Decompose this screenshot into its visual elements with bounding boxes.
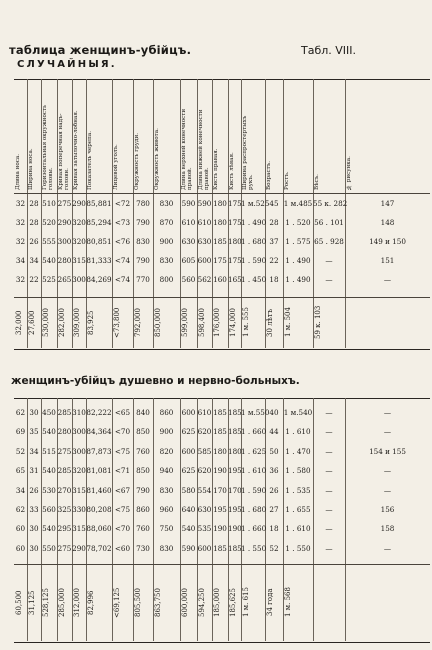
table-cell: 37 — [269, 237, 279, 246]
total-cell: 176,000 — [213, 308, 221, 337]
table-cell: 520 — [42, 218, 56, 227]
column-header: Длина верхней конечности правой. — [181, 108, 194, 190]
table-cell: <75 — [114, 505, 131, 514]
table-cell: 590 — [197, 199, 212, 208]
table-cell: 185 — [228, 408, 242, 417]
table-cell: 180 — [213, 199, 227, 208]
table-cell: 760 — [136, 524, 150, 534]
table-cell: 28 — [29, 218, 39, 227]
table-cell: 18 — [269, 524, 279, 534]
table-cell: — — [325, 543, 333, 553]
table-cell: 175 — [213, 256, 227, 265]
table-cell: 160 — [213, 275, 227, 284]
table-cell: 290 — [57, 218, 72, 227]
table-cell: 40 — [269, 408, 279, 417]
table-cell: 620 — [197, 427, 212, 437]
table-cell: 780 — [136, 199, 150, 208]
column-header: Ширина распростертыхъ рукъ. — [242, 115, 255, 190]
table-cell: 175 — [228, 218, 242, 227]
table-cell: 940 — [159, 466, 174, 476]
table-cell: 770 — [136, 275, 150, 284]
table-cell: 1 . 610 — [285, 427, 311, 437]
table-cell: 65 . 928 — [314, 237, 344, 246]
table-cell: 26 — [269, 485, 279, 495]
table-cell: 69 — [15, 427, 26, 437]
table-cell: <75 — [114, 446, 131, 456]
table-cell: 50 — [269, 446, 279, 456]
table-cell: 1 . 660 — [241, 427, 267, 437]
table-cell: 1 . 610 — [241, 466, 267, 476]
table-cell: 80,208 — [86, 505, 112, 514]
table-cell: 52 — [15, 446, 26, 456]
table-cell: 1 м.525 — [241, 199, 270, 208]
table-cell: 800 — [159, 275, 174, 284]
table-cell: 540 — [42, 466, 56, 476]
table-cell: 22 — [29, 275, 39, 284]
table-cell: 158 — [380, 524, 395, 534]
table-cell: 34 — [29, 446, 39, 456]
table-cell: 315 — [72, 256, 86, 265]
table-cell: 60 — [15, 524, 26, 534]
table-cell: 1 . 535 — [285, 485, 311, 495]
table-cell: 1 м.485 — [283, 199, 313, 208]
table-cell: 310 — [72, 408, 86, 417]
table-cell: 32 — [15, 275, 26, 284]
total-cell: 31,125 — [28, 590, 36, 615]
table-cell: 62 — [15, 408, 26, 417]
table-cell: 78,702 — [86, 543, 112, 553]
table-cell: <65 — [114, 408, 131, 417]
table-cell: — — [325, 408, 333, 417]
table-cell: 26 — [29, 237, 39, 246]
table-cell: 185 — [213, 543, 227, 553]
table-cell: 26 — [29, 485, 39, 495]
total-cell: 185,625 — [229, 588, 237, 617]
table-cell: 830 — [159, 485, 174, 495]
page-title: таблица женщинъ-убійцъ. — [9, 43, 192, 57]
table-cell: 180 — [213, 218, 227, 227]
total-cell: 282,000 — [58, 308, 66, 337]
table-cell: 830 — [136, 237, 150, 246]
table-cell: 170 — [213, 485, 227, 495]
row-rule — [14, 564, 430, 565]
total-cell: 528,125 — [42, 588, 50, 617]
table-cell: 900 — [159, 427, 174, 437]
column-header: Возрастъ. — [266, 160, 272, 190]
table-cell: 28 — [269, 218, 279, 227]
table-cell: 860 — [136, 505, 150, 514]
table-cell: 600 — [197, 256, 212, 265]
table-cell: 562 — [197, 275, 212, 284]
table-cell: 1 . 550 — [241, 543, 267, 553]
table-cell: — — [383, 427, 392, 437]
table-cell: 1 . 625 — [241, 446, 267, 456]
table-cell: 275 — [57, 543, 72, 553]
table-cell: 190 — [228, 524, 242, 534]
table-cell: 270 — [57, 485, 72, 495]
table-cell: 185 — [213, 427, 227, 437]
table-cell: 630 — [181, 237, 196, 246]
column-header: Окружность живота. — [154, 128, 160, 190]
table-cell: 600 — [181, 408, 196, 417]
table-cell: 195 — [213, 505, 227, 514]
table-cell: 45 — [269, 199, 279, 208]
table-cell: <67 — [114, 485, 131, 495]
total-cell: 285,000 — [58, 588, 66, 617]
table-cell: 830 — [159, 543, 174, 553]
table-cell: 80,851 — [86, 237, 112, 246]
table-cell: 850 — [136, 466, 150, 476]
table-cell: 165 — [228, 275, 242, 284]
table-cell: 185 — [228, 427, 242, 437]
table-cell: 320 — [72, 466, 86, 476]
column-header: № рисунка. — [346, 156, 352, 190]
table-cell: <72 — [114, 199, 131, 208]
table-cell: 285 — [57, 408, 72, 417]
table-cell: 870 — [159, 218, 174, 227]
table-cell: — — [325, 466, 333, 476]
section-title: женщинъ-убійцъ душевно и нервно-больныхъ. — [11, 375, 300, 387]
table-cell: 300 — [57, 237, 72, 246]
table-cell: 300 — [72, 275, 86, 284]
table-cell: 1 . 550 — [285, 543, 311, 553]
table-cell: 554 — [197, 485, 212, 495]
total-cell: 600,000 — [181, 588, 189, 617]
table-cell: 55 к. 282 — [313, 199, 348, 208]
table-cell: — — [325, 275, 333, 284]
table-cell: 33 — [29, 505, 39, 514]
table-cell: 34 — [29, 256, 39, 265]
total-cell: <73,800 — [113, 307, 121, 338]
table-cell: 330 — [72, 505, 86, 514]
row-rule — [14, 193, 430, 194]
table-cell: 820 — [159, 446, 174, 456]
table-cell: 900 — [159, 237, 174, 246]
table-cell: <71 — [114, 466, 131, 476]
table-cell: 34 — [15, 256, 26, 265]
table-cell: 154 и 155 — [369, 446, 406, 456]
table-cell: — — [325, 485, 333, 495]
total-cell: 32,000 — [15, 310, 23, 335]
table-cell: 600 — [197, 543, 212, 553]
table-cell: 44 — [269, 427, 279, 437]
total-cell: 530,000 — [42, 308, 50, 337]
table-cell: 540 — [181, 524, 196, 534]
table-cell: 540 — [42, 256, 56, 265]
column-header: Кривая затылочно-лобная. — [73, 110, 79, 190]
table-cell: — — [325, 505, 333, 514]
table-cell: <73 — [114, 218, 131, 227]
column-header: Окружность груди. — [134, 133, 140, 190]
table-cell: 1 . 680 — [241, 505, 267, 514]
table-cell: 790 — [136, 256, 150, 265]
table-cell: <60 — [114, 543, 131, 553]
table-cell: 290 — [72, 543, 86, 553]
table-cell: — — [383, 485, 392, 495]
table-cell: 1 . 450 — [241, 275, 267, 284]
page-subtitle: СЛУЧАЙНЫЯ. — [17, 59, 117, 70]
table-cell: 81,081 — [86, 466, 112, 476]
table-cell: 790 — [136, 485, 150, 495]
table-cell: 18 — [269, 275, 279, 284]
total-cell: 1 м. 568 — [284, 587, 292, 618]
total-cell: 30 лѣтъ — [266, 308, 274, 337]
table-cell: 535 — [197, 524, 212, 534]
table-cell: 84,269 — [86, 275, 112, 284]
total-cell: 27,600 — [28, 310, 36, 335]
table-cell: 265 — [57, 275, 72, 284]
table-cell: 195 — [228, 505, 242, 514]
table-cell: 1 . 470 — [285, 446, 311, 456]
table-cell: 850 — [136, 427, 150, 437]
table-cell: 1 . 590 — [241, 256, 267, 265]
table-cell: 285 — [57, 466, 72, 476]
table-cell: 62 — [15, 505, 26, 514]
table-cell: 580 — [181, 485, 196, 495]
table-cell: 190 — [213, 466, 227, 476]
table-cell: — — [383, 466, 392, 476]
table-cell: 515 — [42, 446, 56, 456]
table-cell: 175 — [228, 256, 242, 265]
table-cell: <74 — [114, 275, 131, 284]
table-cell: 85,881 — [86, 199, 112, 208]
table-cell: 27 — [269, 505, 279, 514]
total-cell: 598,400 — [198, 308, 206, 337]
table-cell: 81,460 — [86, 485, 112, 495]
table-cell: 625 — [181, 466, 196, 476]
table-cell: 630 — [197, 237, 212, 246]
table-cell: 280 — [57, 256, 72, 265]
table-cell: 28 — [29, 199, 39, 208]
table-cell: 34 — [15, 485, 26, 495]
total-cell: 309,000 — [73, 308, 81, 337]
table-cell: 1 . 680 — [241, 237, 267, 246]
table-cell: 180 — [228, 446, 242, 456]
total-cell: 34 года — [266, 588, 274, 617]
total-cell: 174,000 — [229, 308, 237, 337]
total-cell: 599,000 — [181, 308, 189, 337]
table-cell: 610 — [197, 408, 212, 417]
column-header: Кривая поперечная надъ- головн. — [58, 113, 71, 190]
table-cell: 750 — [159, 524, 174, 534]
table-cell: 60 — [15, 543, 26, 553]
table-cell: 590 — [181, 199, 196, 208]
table-cell: 295 — [57, 524, 72, 534]
table-cell: 32 — [15, 218, 26, 227]
table-cell: 325 — [57, 505, 72, 514]
total-cell: 850,000 — [154, 308, 162, 337]
table-cell: — — [383, 543, 392, 553]
table-cell: 860 — [159, 408, 174, 417]
table-cell: 56 . 101 — [314, 218, 344, 227]
table-cell: 84,364 — [86, 427, 112, 437]
table-cell: 185 — [228, 543, 242, 553]
table-cell: 530 — [42, 485, 56, 495]
column-header: Показатель черепа. — [87, 131, 93, 190]
table-cell: 840 — [136, 408, 150, 417]
table-cell: <70 — [114, 524, 131, 534]
table-cell: 147 — [380, 199, 395, 208]
column-header: Кисть лѣвая. — [229, 152, 235, 190]
table-cell: — — [325, 446, 333, 456]
column-header: Вѣсъ. — [314, 174, 320, 190]
table-cell: 170 — [228, 485, 242, 495]
table-cell: 560 — [181, 275, 196, 284]
total-cell: 594,250 — [198, 588, 206, 617]
table-cell: 22 — [269, 256, 279, 265]
table-cell: 180 — [228, 237, 242, 246]
table-cell: 1 . 490 — [285, 275, 311, 284]
total-cell: 59 к. 103 — [314, 305, 322, 340]
table-cell: 315 — [72, 524, 86, 534]
total-cell: 82,996 — [87, 590, 95, 615]
table-cell: 1 . 590 — [241, 485, 267, 495]
table-cell: 32 — [15, 237, 26, 246]
table-cell: 555 — [42, 237, 56, 246]
column-header: Длина нижней конечности правой. — [198, 109, 211, 190]
column-header: Лицевой уголъ. — [113, 144, 119, 190]
table-cell: 1 . 655 — [285, 505, 311, 514]
table-cell: 525 — [42, 275, 56, 284]
table-cell: 960 — [159, 505, 174, 514]
table-cell: 1 м.540 — [283, 408, 313, 417]
table-cell: 156 — [380, 505, 395, 514]
total-cell: 863,750 — [154, 588, 162, 617]
table-cell: 605 — [181, 256, 196, 265]
table-cell: 35 — [29, 427, 39, 437]
total-cell: 83,925 — [87, 310, 95, 335]
table-cell: 600 — [181, 446, 196, 456]
table-cell: 148 — [380, 218, 395, 227]
table-cell: 32 — [15, 199, 26, 208]
table-cell: 510 — [42, 199, 56, 208]
table-cell: 320 — [72, 237, 86, 246]
table-cell: 300 — [72, 427, 86, 437]
table-cell: 630 — [197, 505, 212, 514]
table-cell: 31 — [29, 466, 39, 476]
total-cell: <69,125 — [113, 587, 121, 618]
table-cell: 790 — [136, 218, 150, 227]
column-header: Ростъ. — [284, 171, 290, 190]
table-cell: 300 — [72, 446, 86, 456]
table-cell: — — [325, 427, 333, 437]
table-cell: 52 — [269, 543, 279, 553]
total-cell: 1 м. 615 — [242, 587, 250, 618]
table-cell: <74 — [114, 256, 131, 265]
table-cell: 190 — [213, 524, 227, 534]
table-cell: 151 — [380, 256, 395, 265]
table-cell: 450 — [42, 408, 56, 417]
row-rule — [14, 297, 430, 298]
total-cell: 185,000 — [213, 588, 221, 617]
column-header: Длина носа. — [15, 153, 21, 190]
table-cell: 620 — [197, 466, 212, 476]
table-cell: 81,333 — [86, 256, 112, 265]
table-cell: 730 — [136, 543, 150, 553]
table-cell: 1 . 610 — [285, 524, 311, 534]
table-cell: 1 . 520 — [285, 218, 311, 227]
table-cell: 185 — [213, 237, 227, 246]
table-cell: — — [325, 256, 333, 265]
table-cell: — — [383, 408, 392, 417]
table-cell: 315 — [72, 485, 86, 495]
table-cell: 1 . 575 — [285, 237, 311, 246]
table-cell: 560 — [42, 505, 56, 514]
column-header: Кисть правая. — [213, 148, 219, 190]
table-cell: — — [383, 275, 392, 284]
table-cell: 290 — [72, 199, 86, 208]
table-cell: 88,060 — [86, 524, 112, 534]
table-cell: 30 — [29, 408, 39, 417]
table-cell: 830 — [159, 199, 174, 208]
total-cell: 312,000 — [73, 588, 81, 617]
table-cell: 540 — [42, 427, 56, 437]
table-cell: 280 — [57, 427, 72, 437]
table-cell: 149 и 150 — [369, 237, 406, 246]
table-cell: 82,222 — [86, 408, 112, 417]
table-cell: 185 — [213, 408, 227, 417]
column-header: Горизонтальная окружность головы. — [42, 104, 55, 190]
table-cell: 830 — [159, 256, 174, 265]
table-cell: 760 — [136, 446, 150, 456]
table-cell: 195 — [228, 466, 242, 476]
table-cell: — — [325, 524, 333, 534]
table-cell: 65 — [15, 466, 26, 476]
total-cell: 805,500 — [134, 588, 142, 617]
table-cell: 1 . 490 — [285, 256, 311, 265]
table-cell: 1 . 580 — [285, 466, 311, 476]
table-cell: 550 — [42, 543, 56, 553]
table-cell: 36 — [269, 466, 279, 476]
table-cell: 1 м.550 — [241, 408, 270, 417]
table-cell: 540 — [42, 524, 56, 534]
table-cell: 85,294 — [86, 218, 112, 227]
table-cell: 87,873 — [86, 446, 112, 456]
table-cell: 275 — [57, 199, 72, 208]
table-number: Табл. VIII. — [301, 44, 357, 57]
table-cell: 610 — [181, 218, 196, 227]
table-cell: 1 . 490 — [241, 218, 267, 227]
table-cell: 30 — [29, 524, 39, 534]
table-cell: 1 . 660 — [241, 524, 267, 534]
table-cell: 640 — [181, 505, 196, 514]
table-cell: 585 — [197, 446, 212, 456]
column-header: Ширина носа. — [28, 148, 34, 190]
table-cell: 610 — [197, 218, 212, 227]
table-cell: 320 — [72, 218, 86, 227]
table-cell: 625 — [181, 427, 196, 437]
total-cell: 1 м. 555 — [242, 307, 250, 338]
total-cell: 792,000 — [134, 308, 142, 337]
table-cell: 180 — [213, 446, 227, 456]
table-cell: <70 — [114, 427, 131, 437]
table-cell: 175 — [228, 199, 242, 208]
table-cell: 30 — [29, 543, 39, 553]
table-cell: 275 — [57, 446, 72, 456]
table-cell: <76 — [114, 237, 131, 246]
total-cell: 1 м. 504 — [284, 307, 292, 338]
table-cell: 590 — [181, 543, 196, 553]
total-cell: 60,500 — [15, 590, 23, 615]
